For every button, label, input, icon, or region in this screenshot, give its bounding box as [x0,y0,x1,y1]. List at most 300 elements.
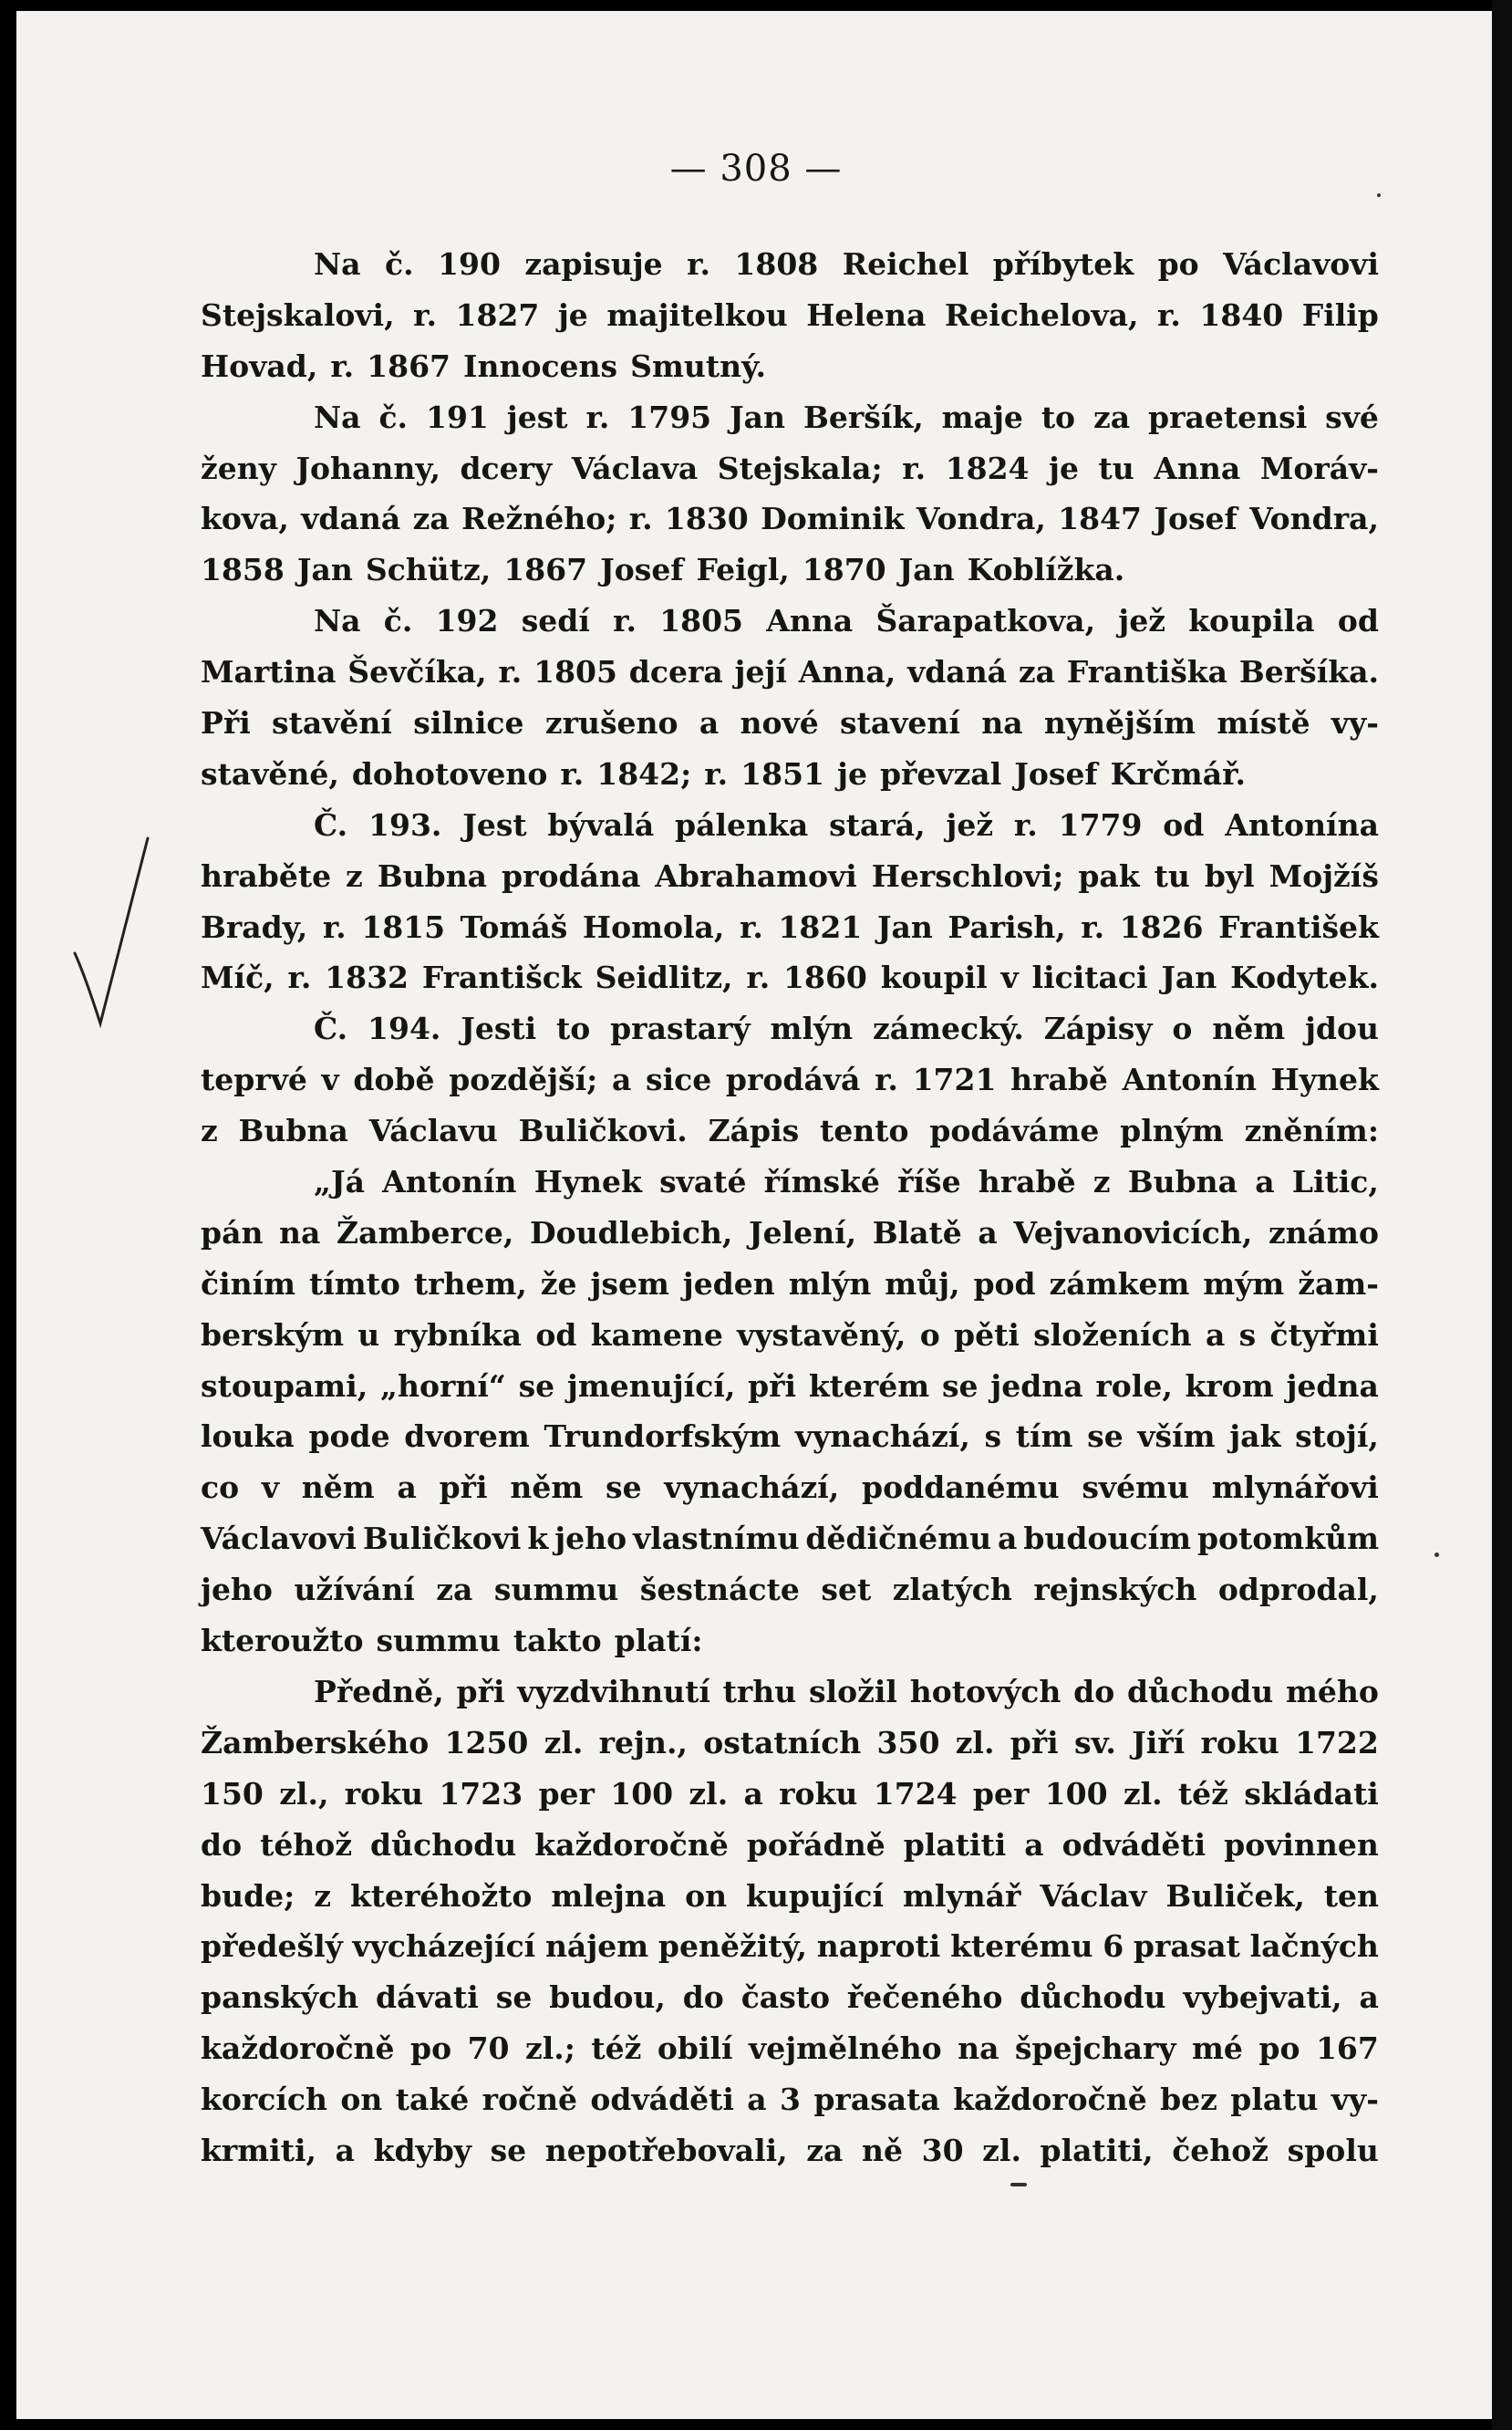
word: a [1024,1826,1044,1863]
word: Ševčíka, [347,654,487,691]
word: vejmělného [749,2030,942,2067]
word: r. [287,960,312,996]
paper-speck [1010,2183,1027,2186]
word: též [1177,1775,1228,1812]
word: na [958,2030,999,2067]
word: tu [1154,857,1190,894]
word: vystavěný, [737,1316,906,1353]
word: vdaná [907,654,1008,691]
word: době [353,1062,435,1098]
word: krmiti, [201,2132,316,2168]
word: Brady, [201,909,308,945]
word: r. [902,450,927,486]
word: podáváme [929,1113,1100,1149]
word: 1724 [873,1775,958,1812]
text-line [201,1615,1379,1667]
scan-border [1492,0,1512,2430]
word: jdou [1304,1011,1379,1047]
word: plným [1120,1113,1224,1149]
word: Na [314,399,361,435]
body-text [201,239,1379,2176]
word: Buličkovi. [518,1113,688,1149]
word: tímto [308,1265,400,1302]
word: č. [385,246,414,282]
word: 6 [1103,1928,1124,1965]
word: koupila [1188,603,1315,639]
word: panských [201,1979,359,2016]
word: Herschlovi; [871,857,1064,894]
word: při [1010,1724,1059,1760]
word: 1808 [734,246,819,282]
word: se [490,2132,527,2168]
word: role, [1095,1367,1173,1404]
word: Antonína [1225,806,1379,843]
word: v [321,1062,339,1098]
word: 1805 [533,654,617,691]
word: kdyby [373,2132,471,2168]
word: Hynek [533,1164,642,1200]
word: pálenka [675,806,809,843]
word: zámkem [1049,1265,1190,1302]
word: tu [1098,450,1134,486]
text-line [201,902,1379,953]
word: budoucím [1023,1521,1192,1557]
word: hotových [909,1673,1062,1709]
word: 191 [425,399,489,435]
word: ně [862,2132,904,2168]
word: důchodu [370,1826,517,1863]
word: 1826 [1119,909,1204,945]
word: mé [1192,2030,1243,2067]
word: rejn., [598,1724,688,1760]
word: Krčmář. [1110,755,1246,792]
word: Trundorfským [544,1418,782,1455]
word: svaté [659,1164,747,1200]
word: 1824 [945,450,1030,486]
word: své [1325,399,1379,435]
word: Bubna [238,1113,348,1149]
text-line [201,392,1379,443]
word: se [518,1367,555,1404]
word: Johanny, [295,450,440,486]
word: pod [973,1265,1036,1302]
word: zl., [279,1775,329,1812]
word: se [606,1469,642,1506]
word: r. [560,755,585,792]
word: se [1087,1418,1124,1455]
word: Filip [1301,296,1379,333]
word: kterému [950,1928,1093,1965]
text-line [201,1054,1379,1106]
word: 1860 [783,960,867,996]
word: prasata [813,2082,940,2118]
text-line [201,1769,1379,1820]
word: 1870 [802,552,886,588]
word: římské [763,1164,880,1200]
word: 190 [438,246,501,282]
word: vlastnímu [633,1521,800,1557]
word: Antonín [382,1164,517,1200]
word: při [456,1673,505,1709]
word: Reichel [842,246,969,282]
word: a [1205,1316,1226,1353]
word: po [1258,2030,1300,2067]
word: vybejvati, [1183,1979,1342,2016]
word: téhož [260,1826,353,1863]
word: do [1073,1673,1115,1709]
word: z [201,1113,218,1149]
word: Jan [1161,960,1217,996]
word: lačných [1249,1928,1379,1965]
word: a [397,1469,417,1506]
word: Smutný. [630,348,766,384]
word: Tomáš [460,909,568,945]
word: teprvé [201,1062,307,1098]
word: to [1041,399,1076,435]
word: s [1238,1316,1257,1353]
word: Innocens [463,348,618,384]
word: Moráv- [1259,450,1379,486]
word: majitelkou [606,296,788,333]
word: Míč, [201,960,274,996]
word: o [919,1316,940,1353]
word: dvorem [404,1418,530,1455]
word: za [1018,654,1056,691]
text-line [201,698,1379,749]
word: Josef [600,552,684,588]
word: kupující [746,1877,885,1914]
word: 3 [780,2082,801,2118]
word: Helena [806,296,927,333]
word: r. [1081,909,1105,945]
word: pak [1078,857,1140,894]
word: bude; [201,1877,295,1914]
word: 1779 [1058,806,1143,843]
word: každoročně [534,1826,729,1863]
word: předešlý [201,1928,343,1965]
word: pán [201,1214,264,1251]
word: 1858 [201,552,285,588]
word: důchodu [1020,1979,1166,2016]
word: můj, [885,1265,960,1302]
word: Josef [1154,501,1238,537]
text-line [201,1310,1379,1361]
word: říše [897,1164,961,1200]
word: vy- [1331,2082,1379,2118]
word: Vondra, [916,501,1046,537]
word: r. [746,960,771,996]
word: Františka [1066,654,1228,691]
word: stavění [272,705,392,742]
text-line [201,851,1379,902]
word: co [201,1469,240,1506]
word: Homola, [582,909,725,945]
text-line [201,1361,1379,1412]
word: kova, [201,501,289,537]
word: od [1163,806,1205,843]
word: 1805 [659,603,744,639]
text-line [201,1718,1379,1769]
word: mlynář [903,1877,1021,1914]
word: stavení [840,705,960,742]
word: zl. [1123,1775,1163,1812]
word: Buličkovi [362,1521,522,1557]
word: nepotřebovali, [544,2132,788,2168]
word: čtyřmi [1269,1316,1379,1353]
word: 194. [368,1011,441,1047]
word: ženy [201,450,276,486]
word: mlynářovi [1211,1469,1379,1506]
word: 350 [876,1724,940,1760]
word: 1722 [1294,1724,1379,1760]
word: Antonín [1122,1062,1257,1098]
word: č. [383,603,413,639]
paper-speck [1377,193,1381,197]
word: summu [493,1572,619,1608]
word: k [527,1521,549,1557]
word: rejnských [1033,1572,1197,1608]
word: Václavu [368,1113,498,1149]
word: za [1093,399,1131,435]
word: dohotoveno [351,755,548,792]
word: obilí [657,2030,733,2067]
word: v [261,1469,280,1506]
word: Č. [314,806,348,843]
word: u [357,1316,380,1353]
word: Václav [1040,1877,1147,1914]
text-line [201,1820,1379,1871]
word: její [734,654,787,691]
word: jeho [554,1521,627,1557]
word: r. [498,654,523,691]
word: a [747,2082,767,2118]
word: za [412,501,450,537]
word: a [1255,1164,1275,1200]
word: na [279,1214,321,1251]
word: Reichelova, [944,296,1139,333]
word: mlýn [788,1265,872,1302]
word: mého [1285,1673,1379,1709]
text-line [201,1208,1379,1259]
text-line [201,2023,1379,2074]
word: Předně, [314,1673,444,1709]
word: jež [1118,603,1165,639]
word: něm [510,1469,584,1506]
word: Beršík, [803,399,924,435]
word: r. [875,1062,898,1098]
text-line [201,596,1379,647]
word: 1721 [912,1062,997,1098]
word: louka [201,1418,295,1455]
word: kteréhožto [349,1877,533,1914]
text-line [201,1921,1379,1972]
word: složeních [1033,1316,1192,1353]
word: pěti [954,1316,1020,1353]
word: odprodal, [1217,1572,1379,1608]
word: tento [820,1113,909,1149]
word: od [535,1316,577,1353]
word: 1795 [627,399,712,435]
word: mlejna [551,1877,667,1914]
text-line [201,239,1379,290]
word: s [984,1418,1002,1455]
text-line [201,1513,1379,1564]
word: užívání [294,1572,415,1608]
word: Anna, [798,654,896,691]
word: známo [1268,1214,1379,1251]
word: budou, [549,1979,666,2016]
word: Jan [876,909,933,945]
word: Jan [730,399,786,435]
word: jeho [201,1572,273,1608]
word: platiti [903,1826,1007,1863]
word: zapisuje [524,246,663,282]
word: 30 [921,2132,964,2168]
word: 1840 [1199,296,1284,333]
word: je [1049,450,1079,486]
word: Dominik [761,501,905,537]
word: a [998,1521,1018,1557]
word: 1867 [503,552,588,588]
text-line [201,1462,1379,1513]
word: prastarý [610,1011,751,1047]
word: 70 [467,2030,510,2067]
word: důchodu [1127,1673,1274,1709]
word: prodává [725,1062,861,1098]
word: 1851 [740,755,824,792]
word: zámecký. [873,1011,1024,1047]
word: Žamberce, [336,1214,514,1251]
text-line [201,493,1379,545]
word: Koblížka. [967,552,1125,588]
word: Josef [1014,755,1098,792]
word: 1827 [455,296,540,333]
word: do [682,1979,724,2016]
word: 100 [1044,1775,1108,1812]
word: zl. [955,1724,995,1760]
word: Václavovi [201,1521,357,1557]
word: berským [201,1316,344,1353]
word: Při [201,705,251,742]
word: roku [344,1775,424,1812]
word: zl. [982,2132,1021,2168]
word: Hynek [1270,1062,1379,1098]
word: Feigl, [696,552,790,588]
word: silnice [413,705,524,742]
word: dcery [460,450,553,486]
word: summu [376,1623,501,1659]
word: sice [646,1062,712,1098]
word: nové [740,705,819,742]
word: mlýn [770,1011,854,1047]
word: odváděti [590,2082,734,2118]
word: čehož [1172,2132,1269,2168]
word: a [335,2132,355,2168]
word: jest [506,399,568,435]
word: takto [513,1623,602,1659]
page-number: — 308 — [669,148,843,190]
word: naproti [816,1928,941,1965]
text-line [201,1564,1379,1615]
word: také [395,2082,470,2118]
word: poddanému [862,1469,1060,1506]
word: per [972,1775,1030,1812]
word: že [540,1265,577,1302]
word: on [340,2082,383,2118]
word: r. [613,603,637,639]
word: koupil [880,960,988,996]
word: Václava [571,450,699,486]
word: řečeného [846,1979,1003,2016]
word: špejchary [1014,2030,1176,2067]
word: dcera [628,654,723,691]
text-line [201,952,1379,1003]
word: Žamberského [201,1724,430,1760]
word: zněním: [1244,1113,1379,1149]
word: r. [585,399,610,435]
word: hraběte [201,857,332,894]
word: jmenující, [566,1367,736,1404]
word: Šarapatkova, [875,603,1096,639]
word: ten [1323,1877,1379,1914]
word: Abrahamovi [655,857,857,894]
word: a [978,1214,998,1251]
word: jeden [682,1265,775,1302]
word: hrabě [1010,1062,1108,1098]
word: korcích [201,2082,327,2118]
word: převzal [879,755,1002,792]
word: Kodytek. [1230,960,1379,996]
word: z [1093,1164,1111,1200]
word: Na [314,603,361,639]
word: peněžitý, [658,1928,807,1965]
word: po [410,2030,452,2067]
word: Vondra, [1249,501,1379,537]
word: platiti, [1040,2132,1154,2168]
text-line [201,1003,1379,1054]
word: praetensi [1148,399,1308,435]
word: jsem [590,1265,669,1302]
word: při [748,1367,797,1404]
word: zrušeno [544,705,678,742]
word: vyzdvihnutí [517,1673,710,1709]
word: tím [1015,1418,1073,1455]
word: často [740,1979,831,2016]
word: trhu [722,1673,797,1709]
word: Jiří [1132,1724,1186,1760]
word: František [1218,909,1379,945]
word: zl. [689,1775,729,1812]
text-line [201,341,1379,392]
word: 1830 [664,501,749,537]
word: a [699,705,720,742]
word: 1832 [325,960,409,996]
word: r. [413,296,437,333]
word: jedna [990,1367,1083,1404]
word: byl [1204,857,1255,894]
word: dědičnému [805,1521,992,1557]
word: Františck [421,960,582,996]
word: vynachází, [794,1418,970,1455]
text-line [201,545,1379,596]
word: vdaná [301,501,401,537]
word: Vejvanovicích, [1013,1214,1253,1251]
word: Zápis [708,1113,800,1149]
word: Litic, [1291,1164,1379,1200]
word: potomkům [1196,1521,1379,1557]
word: vynachází, [664,1469,840,1506]
word: Jelení, [749,1214,857,1251]
